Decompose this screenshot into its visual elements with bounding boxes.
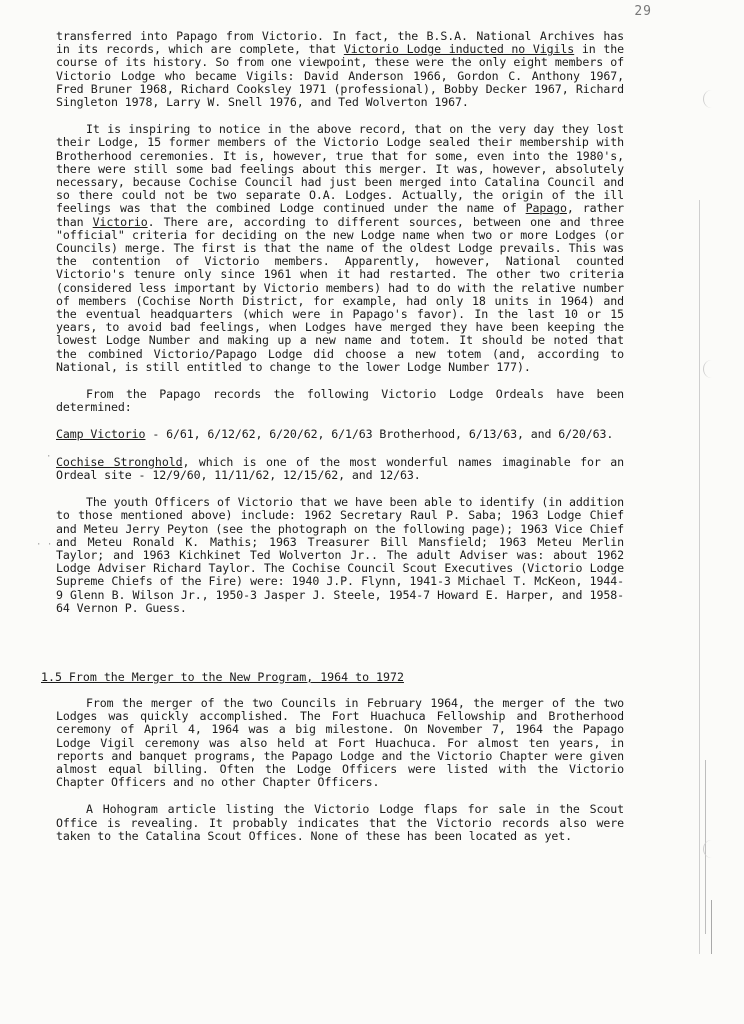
underlined-cochise-stronghold: Cochise Stronghold <box>56 454 183 469</box>
underlined-papago: Papago <box>525 201 567 216</box>
page-number: 29 <box>634 4 652 19</box>
section-heading: 1.5 From the Merger to the New Program, 1964 to 1972 <box>41 670 404 684</box>
binding-edge-line <box>699 200 700 954</box>
binder-hole-mark <box>703 840 720 858</box>
underlined-phrase: Victorio Lodge inducted no Vigils <box>343 42 575 57</box>
paragraph-camp-victorio: Camp Victorio - 6/61, 6/12/62, 6/20/62, 6/1/63 Brotherhood, 6/13/63, and 6/20/63. <box>56 427 614 442</box>
paragraph-merger: It is inspiring to notice in the above record, that on the very day they lost their Lodge, 15 former members of the Victorio Lodge sealed their membership with Brotherhood ceremonies. It is, however, true that for some, even into the 1980's, there were still some bad feelings about this merger. It was, however, absolutely necessary, because Cochise Council had just been merged into Catalina Council and so there could not be two separate O.A. Lodges. Actually, the origin of the ill feelings was that the combined Lodge continued under the name of Papago, rather than Victorio. There are, according to different sources, between one and three "official" criteria for deciding on the new Lodge name when two or more Lodges (or Councils) merge. The first is that the name of the oldest Lodge prevails. This was the contention of Victorio members. Apparently, however, National counted Victorio's tenure only since 1961 when it had restarted. The other two criteria (considered less important by Victorio members) had to do with the relative number of members (Cochise North District, for example, had only 18 units in 1964) and the eventual headquarters (which were in Papago's favor). In the last 10 or 15 years, to avoid bad feelings, when Lodges have merged they have been keeping the lowest Lodge Number and making up a new name and totem. It should be noted that the combined Victorio/Papago Lodge did choose a new totem (and, according to National, is still entitled to change to the lower Lodge Number 177). <box>56 122 625 374</box>
paragraph-hohogram: A Hohogram article listing the Victorio Lodge flaps for sale in the Scout Office is revealing. It probably indicates that the Victorio records also were taken to the Catalina Scout Offices. None of these has been located as yet. <box>56 802 624 843</box>
underlined-victorio: Victorio <box>92 214 148 229</box>
paragraph-officers: The youth Officers of Victorio that we have been able to identify (in addition to those mentioned above) include: 1962 Secretary Raul P. Saba; 1963 Lodge Chief and Meteu Jerry Peyton (see the photograph on the following page); 1963 Vice Chief and Meteu Ronald K. Mathis; 1963 Treasurer Bill Mansfield; 1963 Meteu Merlin Taylor; and 1963 Kichkinet Ted Wolverton Jr.. The adult Adviser was: about 1962 Lodge Adviser Richard Taylor. The Cochise Council Scout Executives (Victorio Lodge Supreme Chiefs of the Fire) were: 1940 J.P. Flynn, 1941-3 Michael T. McKeon, 1944-9 Glenn B. Wilson Jr., 1950-3 Jasper J. Steele, 1954-7 Howard E. Harper, and 1958-64 Vernon P. Guess. <box>56 495 624 615</box>
paragraph-ordeals-intro: From the Papago records the following Victorio Lodge Ordeals have been determined: <box>56 387 624 415</box>
binding-edge-line <box>711 900 712 954</box>
margin-dot: · <box>46 452 52 462</box>
underlined-camp-victorio: Camp Victorio <box>56 427 146 442</box>
paragraph-vigils: transferred into Papago from Victorio. In fact, the B.S.A. National Archives has in its records, which are complete, that Victorio Lodge inducted no Vigils in the course of its history. So from one viewpoint, these were the only eight members of Victorio Lodge who became Vigils: David Anderson 1966, Gordon C. Anthony 1967, Fred Bruner 1968, Richard Cooksley 1971 (professional), Bobby Decker 1967, Richard Singleton 1978, Larry W. Snell 1976, and Ted Wolverton 1967. <box>56 29 624 110</box>
paragraph-cochise-stronghold: Cochise Stronghold, which is one of the most wonderful names imaginable for an Ordeal site - 12/9/60, 11/11/62, 12/15/62, and 12/63. <box>56 454 624 482</box>
paragraph-post-merger: From the merger of the two Councils in February 1964, the merger of the two Lodges was quickly accomplished. The Fort Huachuca Fellowship and Brotherhood ceremony of April 4, 1964 was a big milestone. On November 7, 1964 the Papago Lodge Vigil ceremony was also held at Fort Huachuca. For almost ten years, in reports and banquet programs, the Papago Lodge and the Victorio Chapter were given almost equal billing. Often the Lodge Officers were listed with the Victorio Chapter Officers and no other Chapter Officers. <box>56 696 624 790</box>
binder-hole-mark <box>703 90 720 108</box>
margin-dot: · · <box>36 540 53 550</box>
document-body <box>56 30 624 629</box>
binder-hole-mark <box>703 360 720 378</box>
document-body-section <box>56 697 624 857</box>
